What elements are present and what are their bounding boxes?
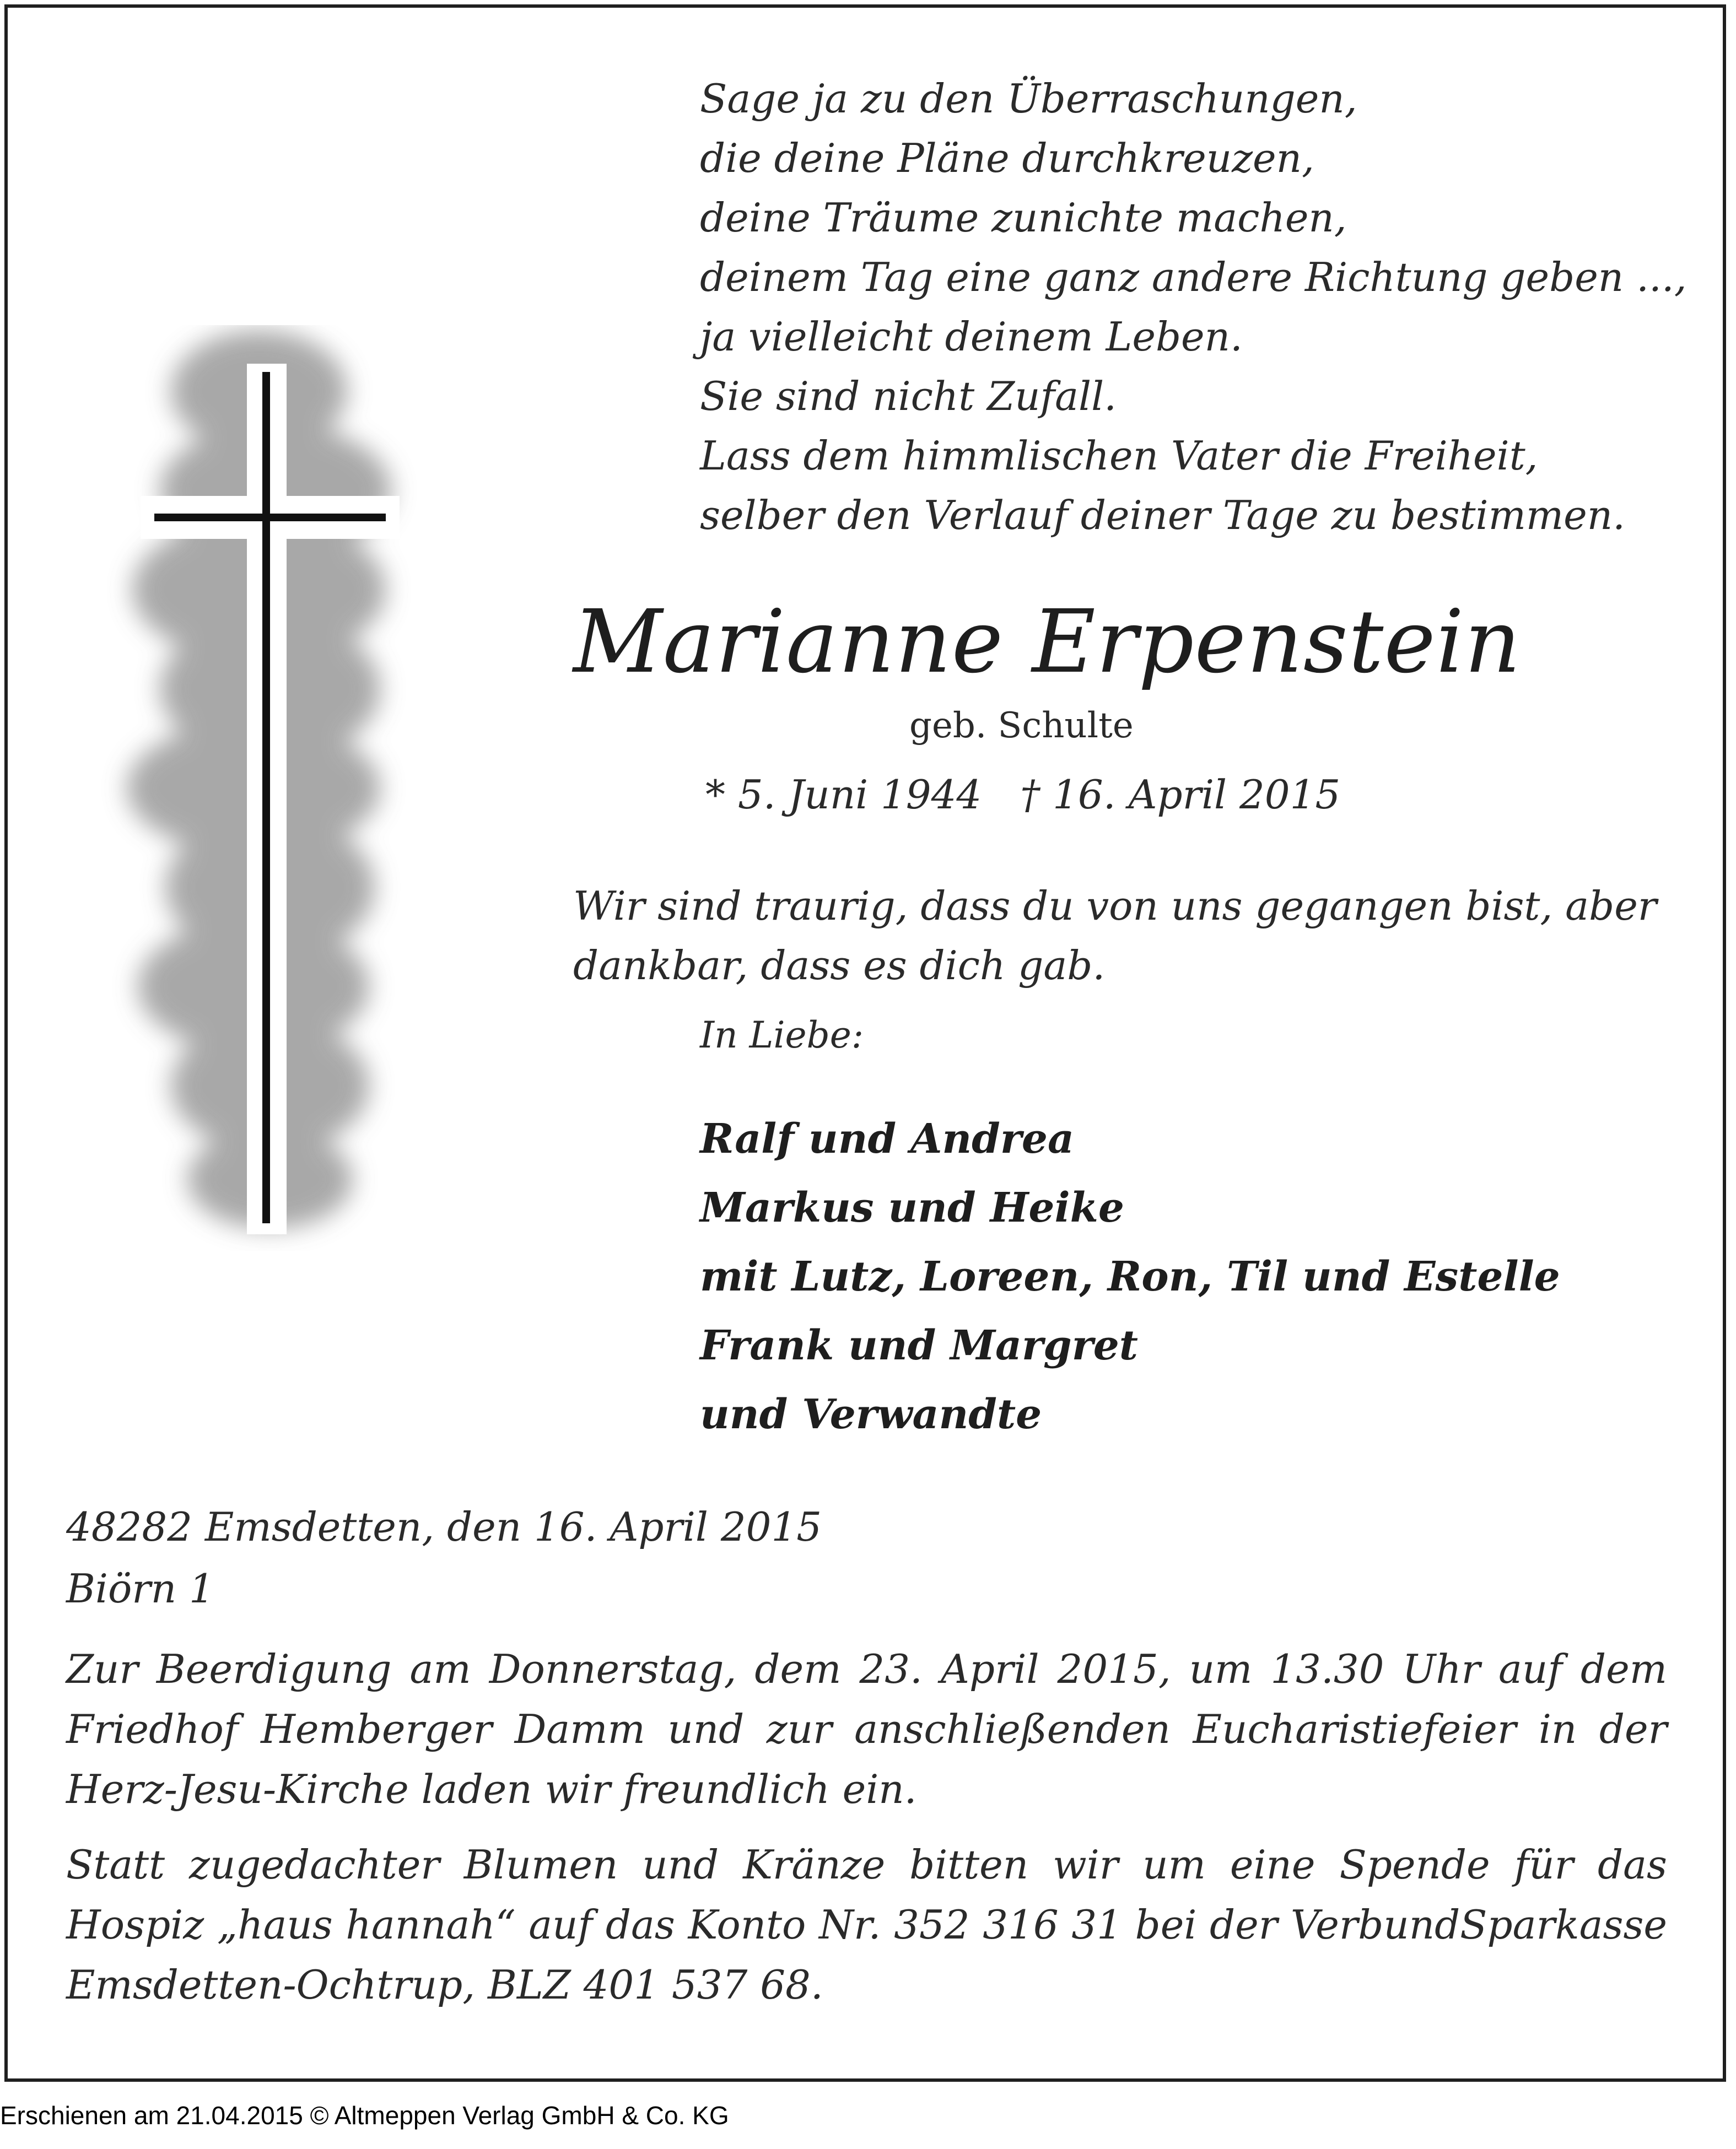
mourner-line: Markus und Heike (700, 1184, 1124, 1232)
poem-line: ja vielleicht deinem Leben. (700, 314, 1243, 360)
place-and-address (66, 1496, 822, 1619)
mourners-intro: In Liebe: (700, 1014, 864, 1056)
farewell-text: Wir sind traurig, dass du von uns gegangen bist, aber dankbar, dass es dich gab. (573, 883, 1657, 989)
life-dates (705, 771, 1340, 818)
poem (700, 69, 1692, 545)
mourner-line: Frank und Margret (700, 1322, 1138, 1369)
death-date: † 16. April 2015 (1020, 771, 1341, 818)
funeral-announcement: Zur Beerdigung am Donnerstag, dem 23. April 2015, um 13.30 Uhr auf dem Friedhof Hemberger Damm und zur anschließenden Eucharistiefeier in der Herz-Jesu-Kirche laden wir freundlich ein. (66, 1646, 1667, 1812)
mourner-line: und Verwandte (700, 1391, 1042, 1438)
poem-line: Sage ja zu den Überraschungen, (700, 75, 1357, 122)
mourner-line: Ralf und Andrea (700, 1115, 1074, 1163)
mourners-list (700, 1105, 1560, 1449)
poem-line: deine Träume zunichte machen, (700, 195, 1347, 241)
poem-line: die deine Pläne durchkreuzen, (700, 135, 1314, 181)
maiden-name: geb. Schulte (909, 705, 1134, 746)
address: Biörn 1 (66, 1565, 214, 1612)
mourner-line: mit Lutz, Loreen, Ron, Til und Estelle (700, 1253, 1560, 1300)
latin-cross-icon (94, 325, 446, 1251)
place-date: 48282 Emsdetten, den 16. April 2015 (66, 1504, 822, 1550)
poem-line: deinem Tag eine ganz andere Richtung geben ..., (700, 254, 1687, 300)
deceased-name: Marianne Erpenstein (573, 591, 1522, 693)
donation-request: Statt zugedachter Blumen und Kränze bitten wir um eine Spende für das Hospiz „haus hannah“ auf das Konto Nr. 352 316 31 bei der VerbundSparkasse Emsdetten-Ochtrup, BLZ 401 537 68. (66, 1842, 1667, 2008)
poem-line: Lass dem himmlischen Vater die Freiheit, (700, 433, 1538, 479)
birth-date: * 5. Juni 1944 (705, 771, 982, 818)
poem-line: selber den Verlauf deiner Tage zu bestimmen. (700, 492, 1625, 538)
poem-line: Sie sind nicht Zufall. (700, 373, 1117, 419)
publication-credit: Erschienen am 21.04.2015 © Altmeppen Verlag GmbH & Co. KG (0, 2101, 729, 2130)
